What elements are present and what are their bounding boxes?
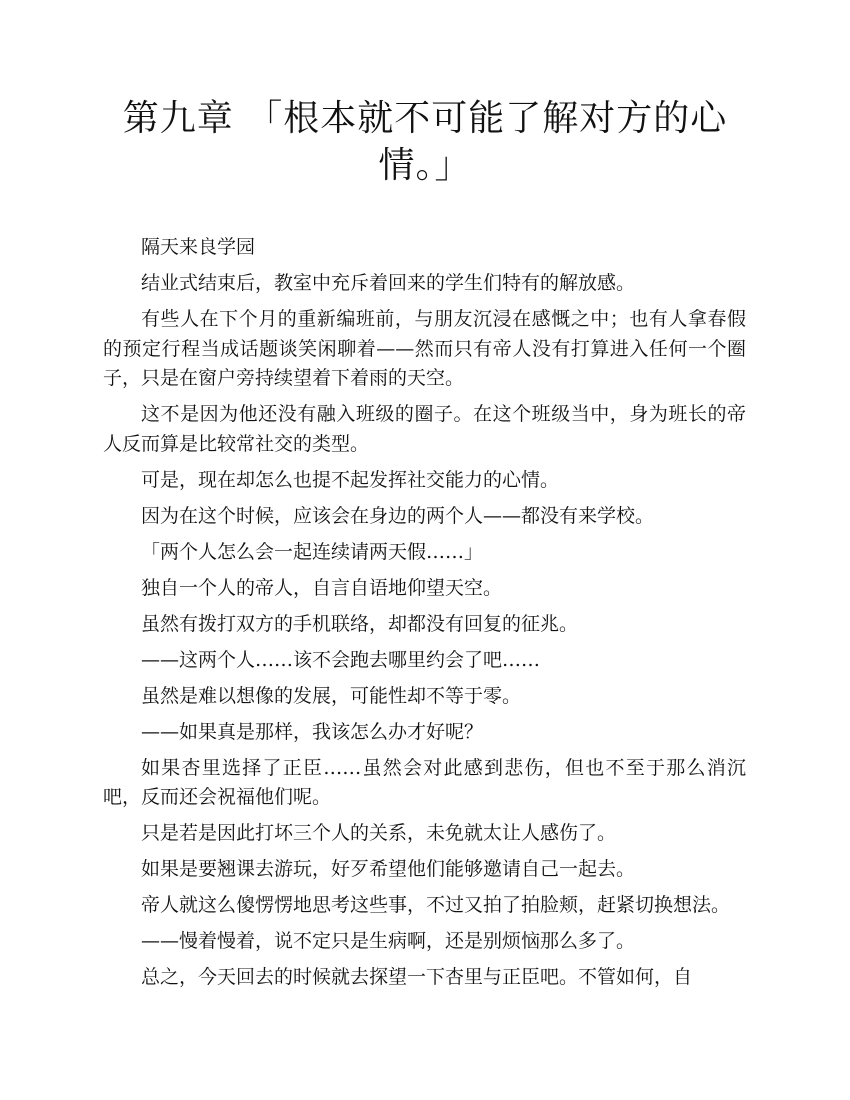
paragraph: 虽然是难以想像的发展，可能性却不等于零。 [141,684,522,707]
body-text [103,233,746,999]
paragraph: ——如果真是那样，我该怎么办才好呢？ [141,720,484,743]
paragraph: 「两个人怎么会一起连续请两天假……」 [141,540,484,563]
paragraph: ——这两个人……该不会跑去哪里约会了吧…… [141,648,541,671]
paragraph: 结业式结束后，教室中充斥着回来的学生们特有的解放感。 [141,272,636,294]
paragraph: 隔天来良学园 [141,236,256,258]
chapter-title: 第九章 「根本就不可能了解对方的心情。」 [122,98,728,186]
paragraph: 虽然有拨打双方的手机联络，却都没有回复的征兆。 [141,612,579,635]
paragraph: 可是，现在却怎么也提不起发挥社交能力的心情。 [141,468,560,491]
paragraph: 如果是要翘课去游玩，好歹希望他们能够邀请自己一起去。 [141,858,636,880]
paragraph: 因为在这个时候，应该会在身边的两个人——都没有来学校。 [141,504,655,527]
paragraph: 有些人在下个月的重新编班前，与朋友沉浸在感慨之中；也有人拿春假的预定行程当成话题谈笑闲聊着——然而只有帝人没有打算进入任何一个圈子，只是在窗户旁持续望着下着雨的天空。 [103,308,746,389]
paragraph: 总之，今天回去的时候就去探望一下杏里与正臣吧。不管如何，自 [141,966,693,988]
paragraph: ——慢着慢着，说不定只是生病啊，还是别烦恼那么多了。 [141,930,636,952]
paragraph: 这不是因为他还没有融入班级的圈子。在这个班级当中，身为班长的帝人反而算是比较常社交的类型。 [103,403,746,455]
paragraph: 只是若是因此打坏三个人的关系，未免就太让人感伤了。 [141,822,617,844]
paragraph: 如果杏里选择了正臣……虽然会对此感到悲伤，但也不至于那么消沉吧，反而还会祝福他们呢。 [103,756,746,808]
paragraph: 帝人就这么傻愣愣地思考这些事，不过又拍了拍脸颊，赶紧切换想法。 [141,894,731,916]
paragraph: 独自一个人的帝人，自言自语地仰望天空。 [141,576,503,599]
